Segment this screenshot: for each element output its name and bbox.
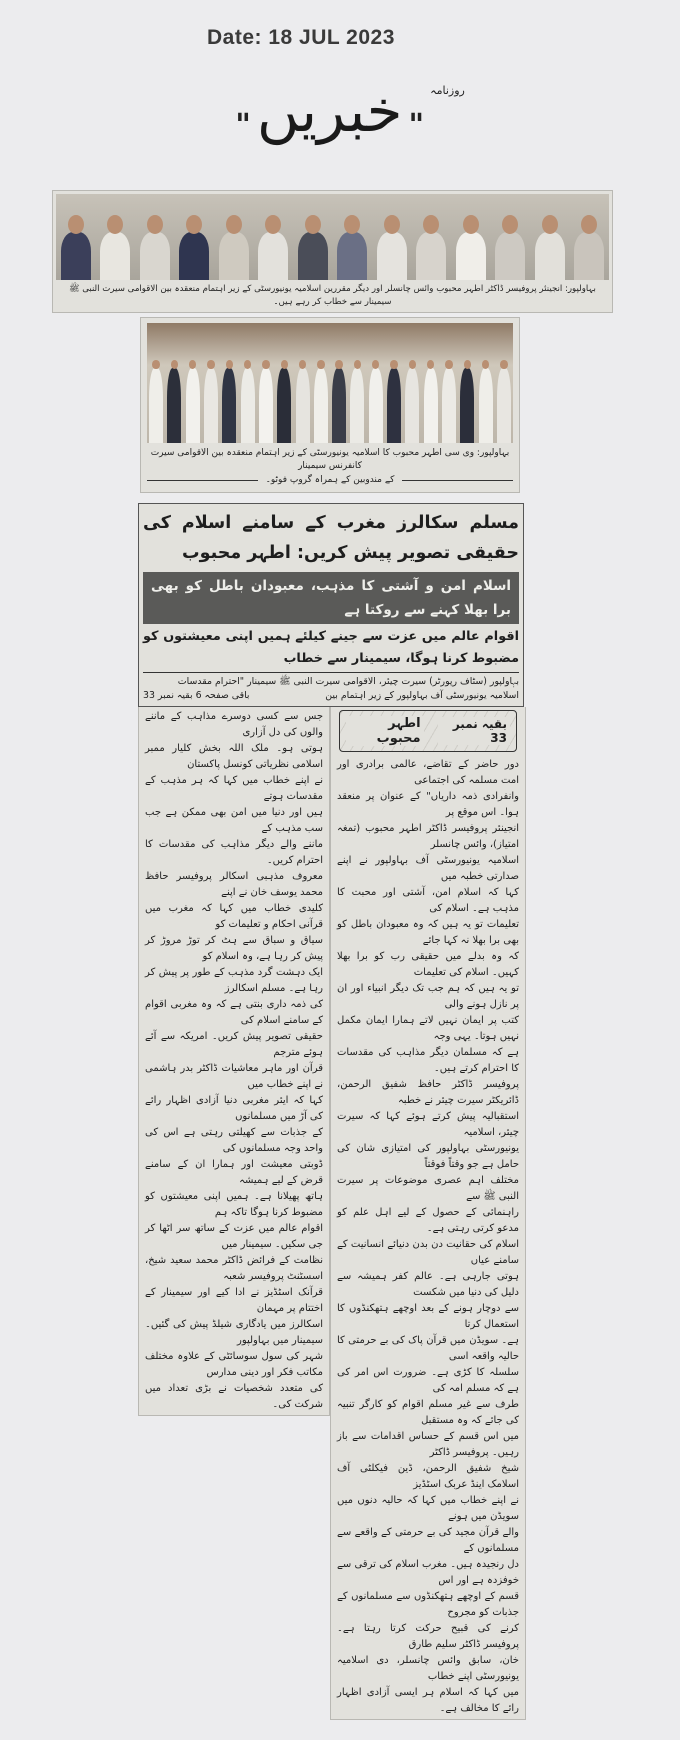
article-line: دور حاضر کے تقاضے، عالمی برادری اور امت مسلمہ کی اجتماعی: [337, 759, 519, 787]
article-line: ڈوبتی معیشت اور ہمارا ان کے سامنے قرض کے لیے ہمیشہ: [145, 1159, 323, 1187]
article-line: ہے کہ مسلمان دیگر مذاہب کی مقدسات کا احترام کرتے ہیں۔: [337, 1047, 519, 1075]
person-figure: [479, 368, 493, 443]
person-figure: [460, 368, 474, 443]
photo-clipping-1: [52, 190, 613, 313]
person-head: [482, 360, 489, 369]
person-head: [464, 360, 471, 369]
person-head: [390, 360, 397, 369]
person-head: [107, 215, 123, 234]
person-head: [244, 360, 251, 369]
person-figure: [140, 232, 170, 280]
continuation-label: بقیہ نمبر 33: [438, 717, 510, 745]
person-figure: [149, 368, 163, 443]
masthead-quote-right: ": [408, 108, 425, 143]
article-line: ہوتی ہو۔ ملک اللہ بخش کلیار ممبر اسلامی نظریاتی کونسل پاکستان: [145, 743, 323, 771]
person-head: [281, 360, 288, 369]
article-line: اسلام کی حقانیت دن بدن دنیائے انسانیت کے سامنے عیاں: [337, 1239, 519, 1267]
person-figure: [241, 368, 255, 443]
person-figure: [424, 368, 438, 443]
person-figure: [219, 232, 249, 280]
person-head: [305, 215, 321, 234]
article-line: مختلف اہم عصری موضوعات پر سیرت النبی ﷺ سے: [337, 1175, 519, 1203]
article-line: ہیں اور دنیا میں امن بھی ممکن ہے جب سب مذہب کے: [145, 807, 323, 835]
article-line: سلسلہ کا کڑی ہے۔ ضرورت اس امر کی ہے کہ مسلم امہ کی: [337, 1367, 519, 1395]
person-head: [226, 360, 233, 369]
person-head: [226, 215, 242, 234]
article-line: کہ وہ بدلے میں حقیقی رب کو برا بھلا کہیں۔ اسلام کی تعلیمات: [337, 951, 519, 979]
article-line: کتب پر ایمان نہیں لاتے ہمارا ایمان مکمل نہیں ہوتا۔ یہی وجہ: [337, 1015, 519, 1043]
article-line: استقبالیہ پیش کرتے ہوئے کہا کہ سیرت چیئر، اسلامیہ: [337, 1111, 519, 1139]
article-line: کے جذبات سے کھیلتی رہتی ہے اس کی واحد وجہ مسلمانوں کی: [145, 1127, 323, 1155]
person-figure: [298, 232, 328, 280]
article-line: سیاق و سباق سے ہٹ کر توڑ مروڑ کر پیش کر رہا ہے، وہ اسلام کو: [145, 935, 323, 963]
article-columns: [138, 707, 526, 1740]
masthead: [0, 77, 680, 190]
person-figure: [222, 368, 236, 443]
person-head: [171, 360, 178, 369]
group-photo: [147, 323, 513, 443]
article-line: شیخ شفیق الرحمن، ڈین فیکلٹی آف اسلامک اینڈ عربک اسٹڈیز: [337, 1463, 519, 1491]
person-figure: [179, 232, 209, 280]
article-line: طرف سے غیر مسلم اقوام کو کارگر تنبیہ کی جائے کہ وہ مستقبل: [337, 1399, 519, 1427]
person-head: [189, 360, 196, 369]
person-head: [409, 360, 416, 369]
divider: [402, 480, 513, 481]
article-line: کرنے کی قبیح حرکت کرتا رہتا ہے۔ پروفیسر ڈاکٹر سلیم طارق: [337, 1623, 519, 1651]
article-line: نے اپنے خطاب میں کہا کہ ہر مذہب کے مقدسات ہوتے: [145, 775, 323, 803]
article-line: اسکالرز میں یادگاری شیلڈ پیش کی گئیں۔ سیمینار میں بہاولپور: [145, 1319, 323, 1347]
article-line: قرآن اور ماہر معاشیات ڈاکٹر بدر ہاشمی نے اپنے خطاب میں: [145, 1063, 323, 1091]
person-head: [502, 215, 518, 234]
person-figure: [277, 368, 291, 443]
article-line: کہا کہ ایئر مغربی دنیا آزادی اظہار رائے کی آڑ میں مسلمانوں: [145, 1095, 323, 1123]
byline-line-2: اسلامیہ یونیورسٹی آف بہاولپور کے زیر اہتمام بین: [325, 690, 519, 702]
subheadline-band: اسلام امن و آشتی کا مذہب، معبودان باطل کو بھی برا بھلا کہنے سے روکتا ہے: [143, 572, 519, 624]
person-figure: [350, 368, 364, 443]
article-line: پروفیسر ڈاکٹر حافظ شفیق الرحمن، ڈائریکٹر سیرت چیئر نے خطبہ: [337, 1079, 519, 1107]
person-figure: [186, 368, 200, 443]
person-head: [500, 360, 507, 369]
person-head: [317, 360, 324, 369]
person-figure: [387, 368, 401, 443]
person-figure: [497, 368, 511, 443]
article-line: کلیدی خطاب میں کہا کہ مغرب میں قرآنی احکام و تعلیمات کو: [145, 903, 323, 931]
left-column: [138, 707, 330, 1416]
date-stamp: Date: 18 JUL 2023: [207, 26, 395, 49]
continued-note: باقی صفحہ 6 بقیہ نمبر 33: [143, 690, 250, 702]
byline-row-2: [143, 689, 519, 703]
article-line: میں کہا کہ اسلام ہر ایسی آزادی اظہار رائے کا مخالف ہے۔: [337, 1687, 519, 1715]
subheadline-2: اقوام عالم میں عزت سے جینے کیلئے ہمیں اپنی معیشتوں کو مضبوط کرنا ہوگا، سیمینار سے خطاب: [143, 624, 519, 673]
article-line: سے دوچار ہونے کے بعد اوچھے ہتھکنڈوں کا استعمال کرتا: [337, 1303, 519, 1331]
article-line: کی متعدد شخصیات نے بڑی تعداد میں شرکت کی۔: [145, 1383, 323, 1411]
person-head: [354, 360, 361, 369]
photo-caption: بہاولپور: انجینئر پروفیسر ڈاکٹر اطہر محبوب وائس چانسلر اور دیگر مقررین اسلامیہ یونیورسٹی کے زیر اہتمام منعقدہ بین الاقوامی سیرت النبی ﷺ سیمینار سے خطاب کر رہے ہیں۔: [69, 284, 596, 307]
article-line: تو یہ ہیں کہ ہم جب تک دیگر انبیاء اور ان پر نازل ہونے والی: [337, 983, 519, 1011]
person-figure: [296, 368, 310, 443]
article-line: شہر کی سول سوسائٹی کے علاوہ مختلف مکاتب فکر اور دینی مدارس: [145, 1351, 323, 1379]
person-head: [265, 215, 281, 234]
person-figure: [535, 232, 565, 280]
person-figure: [416, 232, 446, 280]
article-line: کی ذمہ داری بنتی ہے کہ وہ مغربی اقوام کے سامنے اسلام کی: [145, 999, 323, 1027]
person-head: [542, 215, 558, 234]
article-line: خان، سابق وائس چانسلر، دی اسلامیہ یونیورسٹی اپنے خطاب: [337, 1655, 519, 1683]
article-line: اسلامیہ یونیورسٹی آف بہاولپور نے اپنے صدارتی خطبہ میں: [337, 855, 519, 883]
person-head: [147, 215, 163, 234]
article-line: حقیقی تصویر پیش کریں۔ امریکہ سے آئے ہوئے مترجم: [145, 1031, 323, 1059]
continuation-header: [339, 710, 517, 752]
continuation-title: اطہر محبوب: [346, 716, 424, 746]
article-line: ماننے والے دیگر مذاہب کی مقدسات کا احترام کریں۔: [145, 839, 323, 867]
person-head: [335, 360, 342, 369]
left-column-text: [139, 707, 329, 1415]
person-head: [372, 360, 379, 369]
headline: مسلم سکالرز مغرب کے سامنے اسلام کی حقیقی تصویر پیش کریں: اطہر محبوب: [143, 513, 519, 564]
person-figure: [167, 368, 181, 443]
person-figure: [574, 232, 604, 280]
person-figure: [204, 368, 218, 443]
article-line: نظامت کے فرائض ڈاکٹر محمد سعید شیخ، اسسٹنٹ پروفیسر شعبہ: [145, 1255, 323, 1283]
photo-caption-line-2: کے مندوبین کے ہمراہ گروپ فوٹو۔: [265, 474, 395, 485]
article-line: اقوام عالم میں عزت کے ساتھ سر اٹھا کر جی سکیں۔ سیمینار میں: [145, 1223, 323, 1251]
person-figure: [369, 368, 383, 443]
person-head: [207, 360, 214, 369]
headline-box: [138, 503, 524, 707]
person-head: [427, 360, 434, 369]
right-column-text: [331, 755, 525, 1719]
article-line: کہا کہ اسلام امن، آشتی اور محبت کا مذہب ہے۔ اسلام کی: [337, 887, 519, 915]
article-line: والے قرآن مجید کی بے حرمتی کے واقعے سے مسلمانوں کے: [337, 1527, 519, 1555]
person-head: [152, 360, 159, 369]
person-head: [262, 360, 269, 369]
person-figure: [314, 368, 328, 443]
person-figure: [377, 232, 407, 280]
person-head: [581, 215, 597, 234]
article-line: قسم کے اوچھے ہتھکنڈوں سے مسلمانوں کے جذبات کو مجروح: [337, 1591, 519, 1619]
divider: [147, 480, 258, 481]
right-column: [330, 707, 526, 1720]
article-line: جس سے کسی دوسرے مذاہب کے ماننے والوں کی دل آزاری: [145, 711, 323, 739]
article-line: معروف مذہبی اسکالر پروفیسر حافظ محمد یوسف خان نے اپنے: [145, 871, 323, 899]
person-head: [384, 215, 400, 234]
person-figure: [337, 232, 367, 280]
photo-caption-line-1: بہاولپور: وی سی اطہر محبوب کا اسلامیہ یونیورسٹی کے زیر اہتمام منعقدہ بین الاقوامی سیرت کانفرنس سیمینار: [150, 447, 510, 472]
person-head: [68, 215, 84, 234]
person-figure: [405, 368, 419, 443]
person-figure: [442, 368, 456, 443]
article-line: نے اپنے خطاب میں کہا کہ حالیہ دنوں میں سویڈن میں ہونے: [337, 1495, 519, 1523]
article-line: راہنمائی کے حصول کے لیے اہل علم کو مدعو کرتی رہتی ہے۔: [337, 1207, 519, 1235]
person-head: [299, 360, 306, 369]
article-line: تعلیمات تو یہ ہیں کہ وہ معبودان باطل کو بھی برا بھلا نہ کہا جائے: [337, 919, 519, 947]
person-head: [423, 215, 439, 234]
masthead-label: روزنامہ: [430, 84, 465, 97]
article-line: ہوتی جارہی ہے۔ عالم کفر ہمیشہ سے دلیل کی دنیا میں شکست: [337, 1271, 519, 1299]
person-figure: [61, 232, 91, 280]
article-line: ایک دہشت گرد مذہب کے طور پر پیش کر رہا ہے۔ مسلم اسکالرز: [145, 967, 323, 995]
person-figure: [495, 232, 525, 280]
article-line: یونیورسٹی بہاولپور کی امتیازی شان کی حامل ہے جو وقتاً فوقتاً: [337, 1143, 519, 1171]
masthead-quote-left: ": [235, 108, 251, 143]
article-line: ہے۔ سویڈن میں قرآن پاک کی بے حرمتی کا حالیہ واقعہ اسی: [337, 1335, 519, 1363]
person-figure: [259, 368, 273, 443]
byline-line-1: بہاولپور (سٹاف رپورٹر) سیرت چیئر، الاقوامی سیرت النبی ﷺ سیمینار "احترام مقدسات: [177, 676, 519, 688]
person-head: [463, 215, 479, 234]
article-line: دل رنجیدہ ہیں۔ مغرب اسلام کی ترقی سے خوفزدہ ہے اور اس: [337, 1559, 519, 1587]
person-figure: [258, 232, 288, 280]
article-line: وانفرادی ذمہ داریاں" کے عنوان پر منعقد ہوا۔ اس موقع پر: [337, 791, 519, 819]
caption-line-2-row: [147, 474, 513, 488]
speakers-photo: [56, 194, 609, 280]
photo-clipping-2: [140, 317, 520, 494]
article-line: قرآنک اسٹڈیز نے ادا کیے اور سیمینار کے اختتام پر مہمان: [145, 1287, 323, 1315]
article-line: انجینئر پروفیسر ڈاکٹر اطہر محبوب (تمغہ امتیاز)، وائس چانسلر: [337, 823, 519, 851]
article-line: میں اس قسم کے حساس اقدامات سے باز رہیں۔ پروفیسر ڈاکٹر: [337, 1431, 519, 1459]
person-head: [186, 215, 202, 234]
newspaper-name: خبریں: [256, 77, 403, 145]
person-figure: [332, 368, 346, 443]
person-head: [445, 360, 452, 369]
person-figure: [100, 232, 130, 280]
article-line: ہاتھ پھیلانا ہے۔ ہمیں اپنی معیشتوں کو مضبوط کرنا ہوگا تاکہ ہم: [145, 1191, 323, 1219]
person-figure: [456, 232, 486, 280]
person-head: [344, 215, 360, 234]
